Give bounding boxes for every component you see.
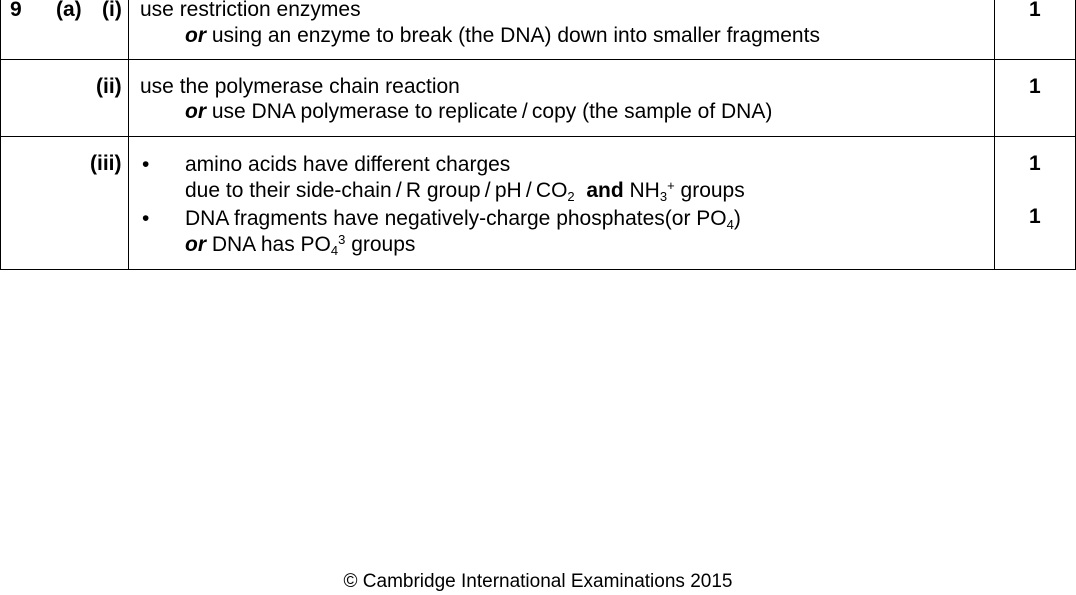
answer-line: due to their side-chain / R group / pH / $CO_2$ and $NH_3^+$ groups — [185, 178, 745, 204]
answer-alternative: or use DNA polymerase to replicate / copy (the sample of DNA) — [185, 100, 773, 123]
mark-value: 1 — [1029, 152, 1041, 175]
answer-line: DNA fragments have negatively-charge phosphates(or $PO_4$) — [185, 207, 741, 232]
row-divider-1 — [0, 59, 1076, 60]
table-divider-marks — [994, 0, 995, 270]
table-divider-question — [128, 0, 129, 270]
subpart-label: (i) — [102, 0, 122, 21]
mark-value: 1 — [1029, 205, 1041, 228]
answer-alternative: or using an enzyme to break (the DNA) down into smaller fragments — [185, 24, 820, 47]
answer-line: amino acids have different charges — [185, 153, 511, 176]
copyright-footer: © Cambridge International Examinations 2015 — [343, 571, 733, 592]
row-divider-2 — [0, 136, 1076, 137]
answer-alternative: or DNA has $PO_4^3$ groups — [185, 232, 416, 258]
mark-scheme-table — [0, 0, 1076, 270]
table-border-left — [0, 0, 1, 270]
bullet-icon: • — [142, 153, 150, 176]
question-part: (a) — [56, 0, 82, 21]
subpart-label: (ii) — [96, 75, 122, 98]
mark-value: 1 — [1029, 75, 1041, 98]
bullet-icon: • — [142, 207, 150, 230]
subpart-label: (iii) — [90, 152, 122, 175]
question-number: 9 — [10, 0, 22, 21]
answer-line: use restriction enzymes — [140, 0, 361, 21]
mark-value: 1 — [1029, 0, 1041, 21]
answer-line: use the polymerase chain reaction — [140, 75, 460, 98]
table-border-bottom — [0, 269, 1076, 270]
